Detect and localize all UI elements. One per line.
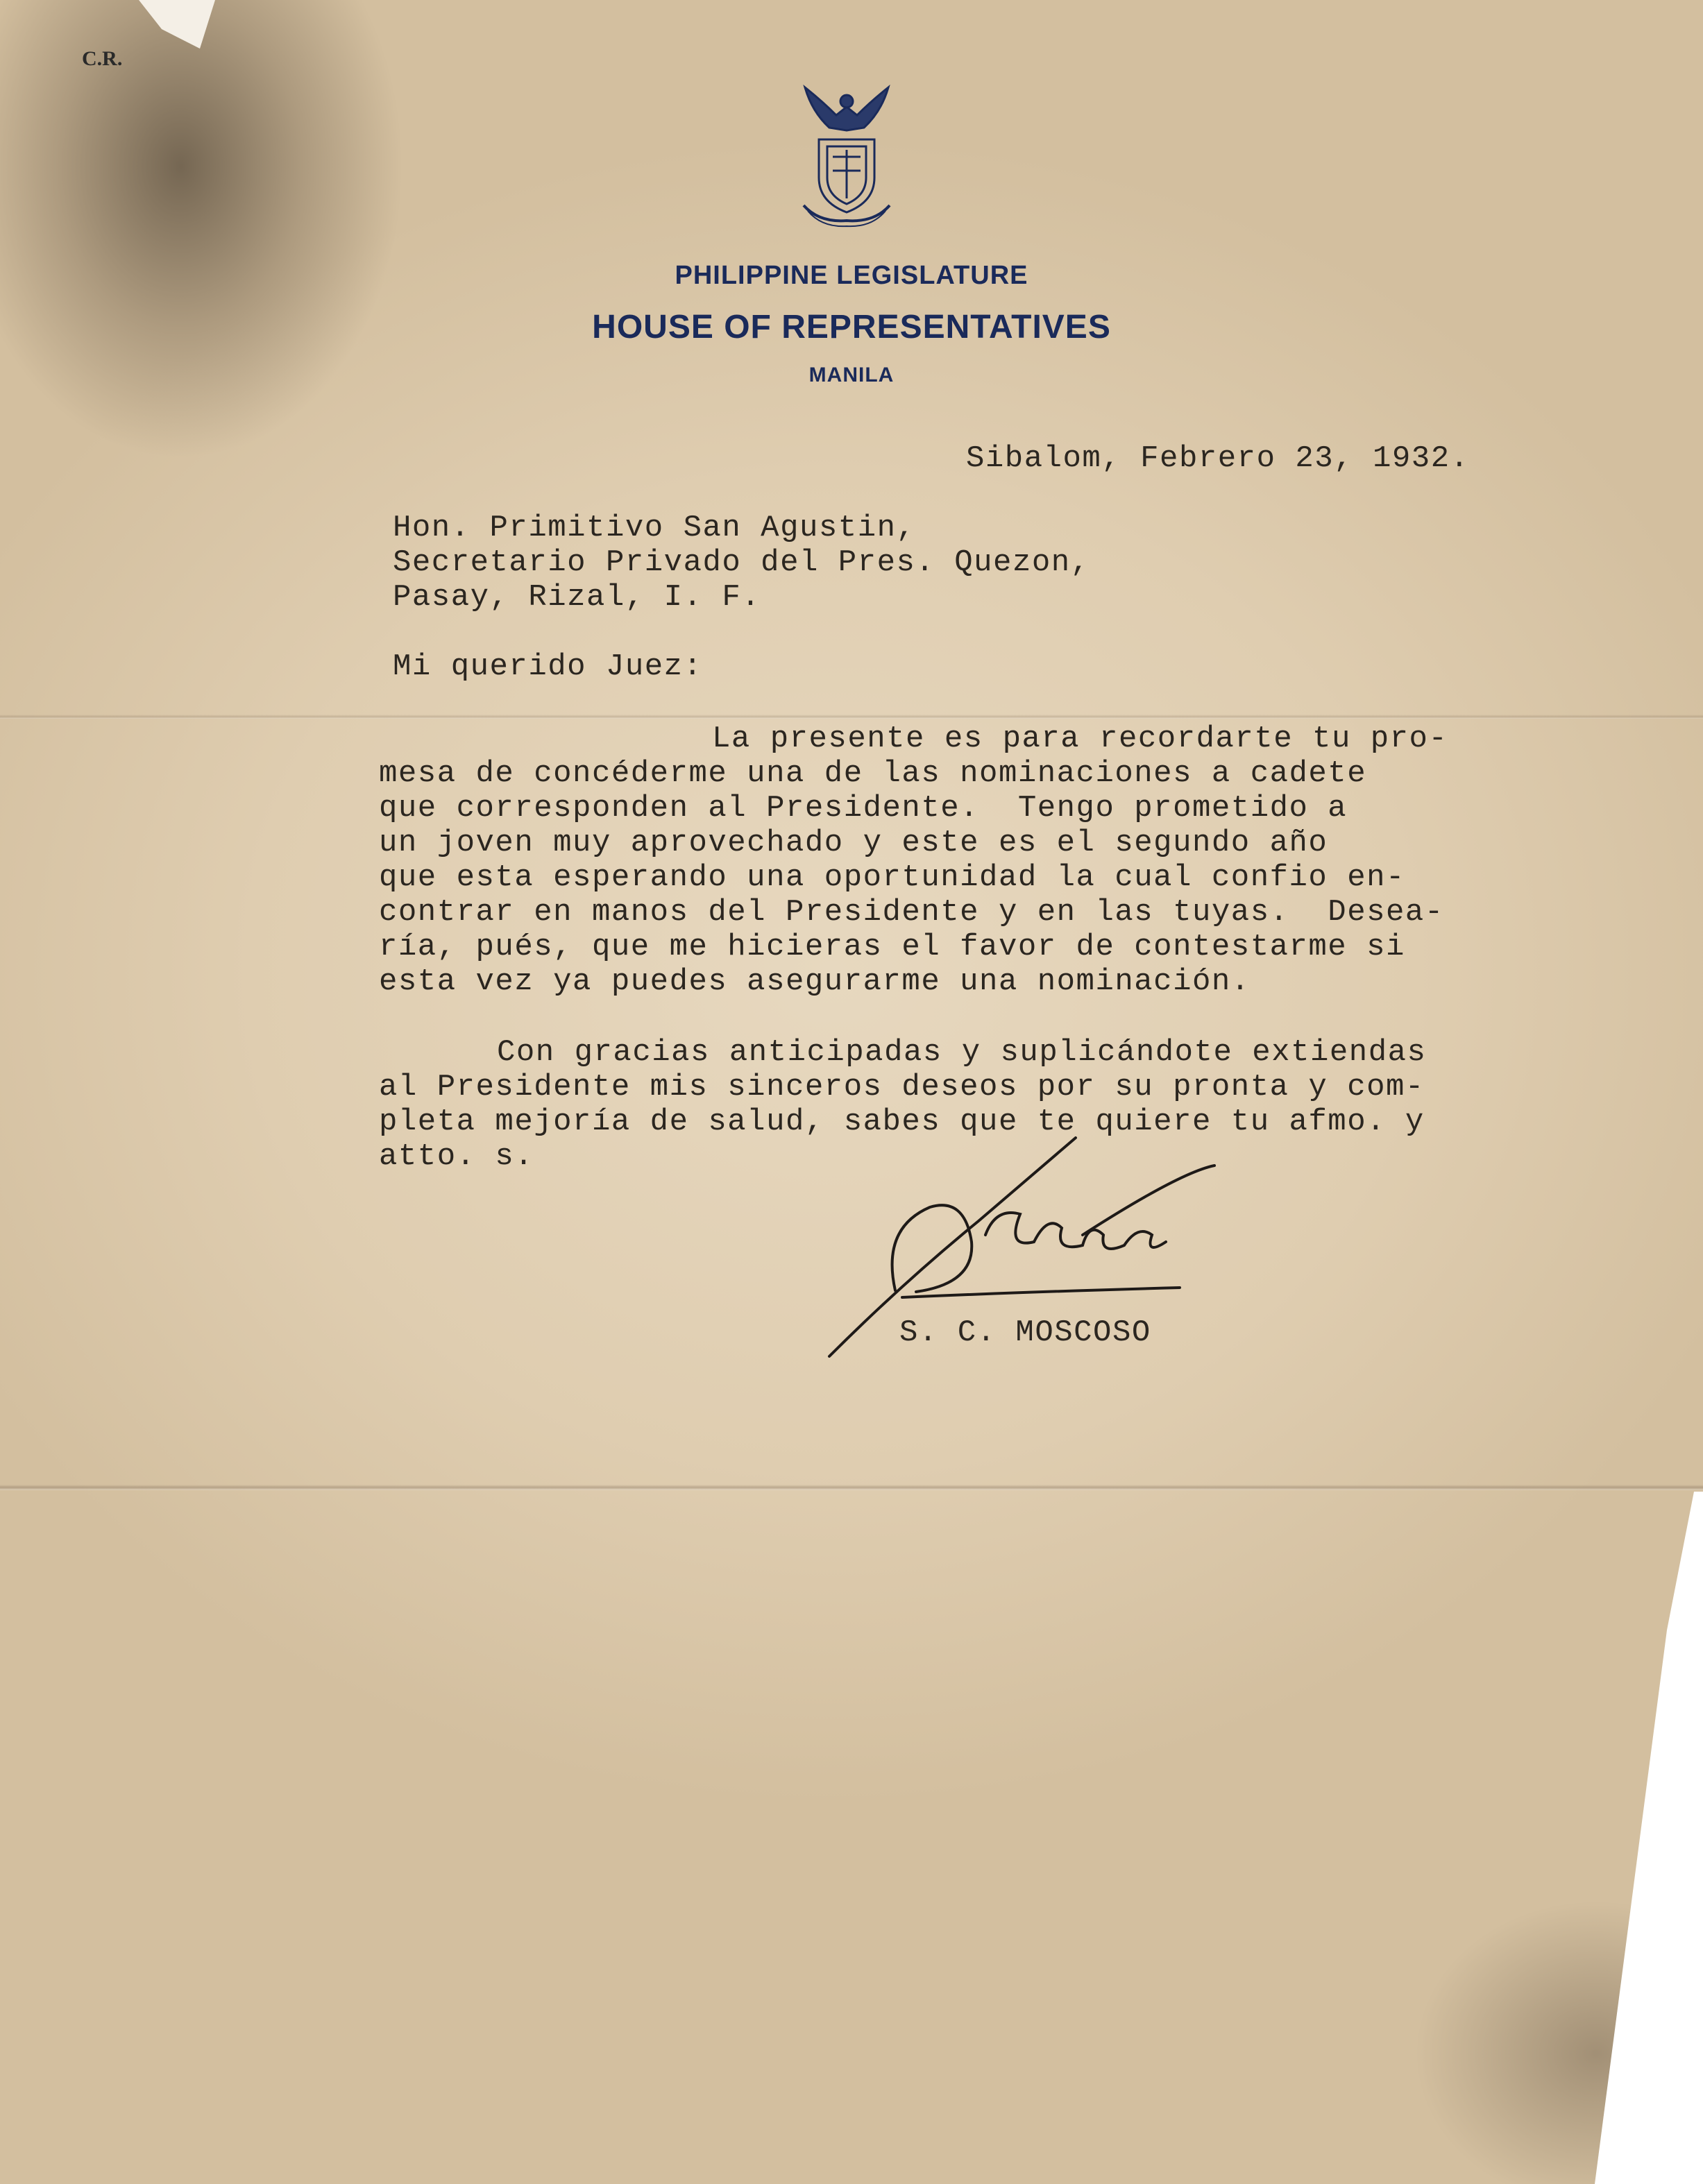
body-line: atto. s. (379, 1139, 534, 1174)
body-line: mesa de concéderme una de las nominaciones a cadete (379, 756, 1367, 791)
torn-edge-right (1523, 1492, 1703, 2184)
fold-crease-lower (0, 1485, 1703, 1490)
body-line: Con gracias anticipadas y suplicándote extiendas (497, 1035, 1427, 1070)
addressee-line: Hon. Primitivo San Agustin, (393, 511, 916, 545)
margin-reference: C.R. (82, 47, 123, 70)
body-line: al Presidente mis sinceros deseos por su pronta y com- (379, 1070, 1425, 1104)
letterhead-city: MANILA (808, 364, 895, 386)
eagle-crest-seal-icon (798, 74, 895, 230)
body-line: ría, pués, que me hicieras el favor de contestarme si (379, 930, 1405, 964)
letterhead-legislature: PHILIPPINE LEGISLATURE (675, 261, 1028, 290)
body-line: un joven muy aprovechado y este es el segundo año (379, 826, 1328, 860)
body-line: contrar en manos del Presidente y en las tuyas. Desea- (379, 895, 1444, 930)
salutation: Mi querido Juez: (393, 649, 703, 684)
letterhead-house: HOUSE OF REPRESENTATIVES (592, 309, 1111, 345)
body-line: que corresponden al Presidente. Tengo prometido a (379, 791, 1348, 826)
body-line: pleta mejoría de salud, sabes que te quiere tu afmo. y (379, 1104, 1425, 1139)
body-line: que esta esperando una oportunidad la cual confio en- (379, 860, 1405, 895)
body-line: esta vez ya puedes asegurarme una nominación. (379, 964, 1251, 999)
date-line: Sibalom, Febrero 23, 1932. (966, 441, 1470, 476)
torn-corner-top (139, 0, 215, 49)
addressee-line: Pasay, Rizal, I. F. (393, 580, 761, 615)
body-line: La presente es para recordarte tu pro- (712, 722, 1448, 756)
fold-crease-upper (0, 715, 1703, 719)
signatory-name: S. C. MOSCOSO (899, 1315, 1151, 1350)
addressee-line: Secretario Privado del Pres. Quezon, (393, 545, 1090, 580)
